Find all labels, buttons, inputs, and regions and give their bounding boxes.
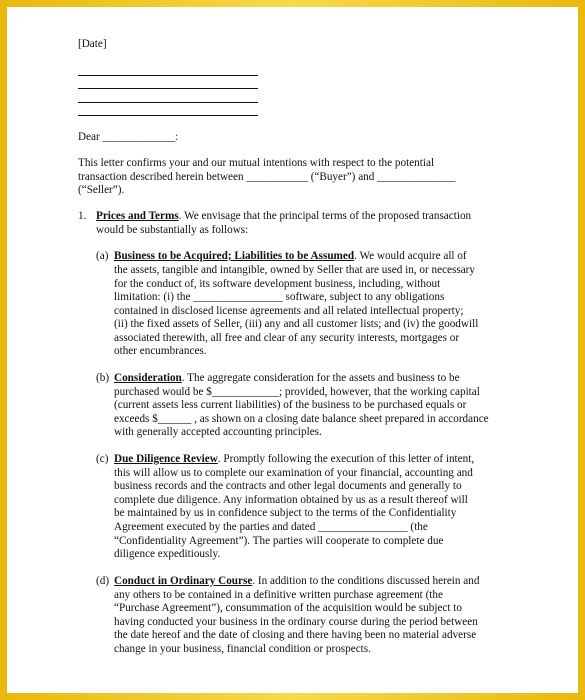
item-a-line-8: other encumbrances. (114, 345, 207, 357)
price-blank: ____________ (211, 386, 279, 398)
item-b-line-1 (114, 372, 460, 386)
intro-line-1: This letter confirms your and our mutual intentions with respect to the potential (78, 157, 435, 169)
address-line-4 (78, 115, 258, 116)
item-a-text: software, subject to any obligations (285, 291, 445, 303)
item-a-line-4 (114, 291, 444, 305)
item-a-line-7: associated therewith, all free and clear of any security interests, mortgages or (114, 332, 460, 344)
document-page (7, 7, 578, 693)
item-b-line-3: (current assets less current liabilities) of the business to be purchased equals or (114, 399, 467, 411)
item-c-line-4: complete due diligence. Any information obtained by us as a result thereof will (114, 494, 468, 506)
item-a-text: limitation: (i) the (114, 291, 191, 303)
section-1-title: Prices and Terms (96, 210, 179, 222)
item-b-text: exceeds $ (114, 413, 158, 425)
item-a-title: Business to be Acquired; Liabilities to be Assumed (114, 250, 355, 262)
item-b-label: (b) (96, 372, 110, 384)
item-c-text: (the (410, 521, 428, 533)
item-c-label: (c) (96, 453, 109, 465)
item-b-line-4 (114, 413, 489, 427)
item-d-line-5: the date hereof and the date of closing and there having been no material adverse (114, 629, 477, 641)
item-d-label: (d) (96, 575, 110, 587)
item-c-text: Agreement executed by the parties and dated (114, 521, 316, 533)
item-c-line-8: diligence expeditiously. (114, 548, 221, 560)
item-a-label: (a) (96, 250, 109, 262)
item-b-text: ; provided, however, that the working capital (279, 386, 480, 398)
working-capital-blank: ______ (157, 413, 192, 425)
item-c-line-2: this will allow us to complete our examination of your financial, accounting and (114, 467, 473, 479)
section-1-number: 1. (78, 210, 87, 222)
item-c-line-7: “Confidentiality Agreement”). The parties will cooperate to complete due (114, 535, 444, 547)
item-c-line-1 (114, 453, 474, 467)
salutation-blank: _____________ (102, 131, 176, 143)
confidentiality-date-blank: ________________ (318, 521, 408, 533)
item-a-line-2: the assets, tangible and intangible, owned by Seller that are used in, or necessary (114, 264, 475, 276)
seller-blank: ______________ (377, 171, 456, 183)
section-1-heading (96, 210, 471, 224)
address-line-3 (78, 102, 258, 103)
address-line-1 (78, 75, 258, 76)
item-b-title: Consideration (114, 372, 182, 384)
item-d-title: Conduct in Ordinary Course (114, 575, 253, 587)
item-c-line-3: business records and the contracts and other legal documents and generally to (114, 480, 462, 492)
item-c-title: Due Diligence Review (114, 453, 218, 465)
item-d-line-3: “Purchase Agreement”), consummation of the acquisition would be subject to (114, 602, 462, 614)
salutation-colon: : (175, 131, 179, 143)
intro-line-2 (78, 171, 455, 185)
item-d-line-6: change in your business, financial condition or prospects. (114, 643, 371, 655)
item-a-text: . We would acquire all of (354, 250, 467, 262)
item-d-line-2: any others to be contained in a definitive written purchase agreement (the (114, 589, 443, 601)
item-c-line-6 (114, 521, 428, 535)
address-line-2 (78, 88, 258, 89)
section-1-line-2: would be substantially as follows: (96, 224, 249, 236)
intro-line-3: (“Seller”). (78, 184, 125, 196)
item-a-line-5: contained in disclosed license agreements and all related intellectual property; (114, 305, 464, 317)
item-a-line-1 (114, 250, 467, 264)
salutation-dear: Dear (78, 131, 100, 143)
item-a-line-3: for the conduct of, its software development business, including, without (114, 278, 441, 290)
item-b-text: . The aggregate consideration for the assets and business to be (181, 372, 460, 384)
item-b-line-5: with generally accepted accounting principles. (114, 426, 322, 438)
item-d-text: . In addition to the conditions discussed herein and (252, 575, 480, 587)
item-b-line-2 (114, 386, 480, 400)
intro-buyer-text: (“Buyer”) and (310, 171, 375, 183)
software-blank: ________________ (193, 291, 283, 303)
salutation (78, 131, 178, 145)
intro-text: transaction described herein between (78, 171, 244, 183)
buyer-blank: ___________ (246, 171, 308, 183)
item-b-text: purchased would be $ (114, 386, 212, 398)
section-1-text: . We envisage that the principal terms of the proposed transaction (178, 210, 472, 222)
item-b-text: , as shown on a closing date balance sheet prepared in accordance (194, 413, 489, 425)
item-d-line-1 (114, 575, 479, 589)
item-d-line-4: having conducted your business in the ordinary course during the period between (114, 616, 478, 628)
item-a-line-6: (ii) the fixed assets of Seller, (iii) any and all customer lists; and (iv) the goodwill (114, 318, 479, 330)
item-c-line-5: be maintained by us in confidence subject to the terms of the Confidentiality (114, 507, 457, 519)
item-c-text: . Promptly following the execution of this letter of intent, (217, 453, 475, 465)
date-placeholder: [Date] (78, 38, 107, 50)
